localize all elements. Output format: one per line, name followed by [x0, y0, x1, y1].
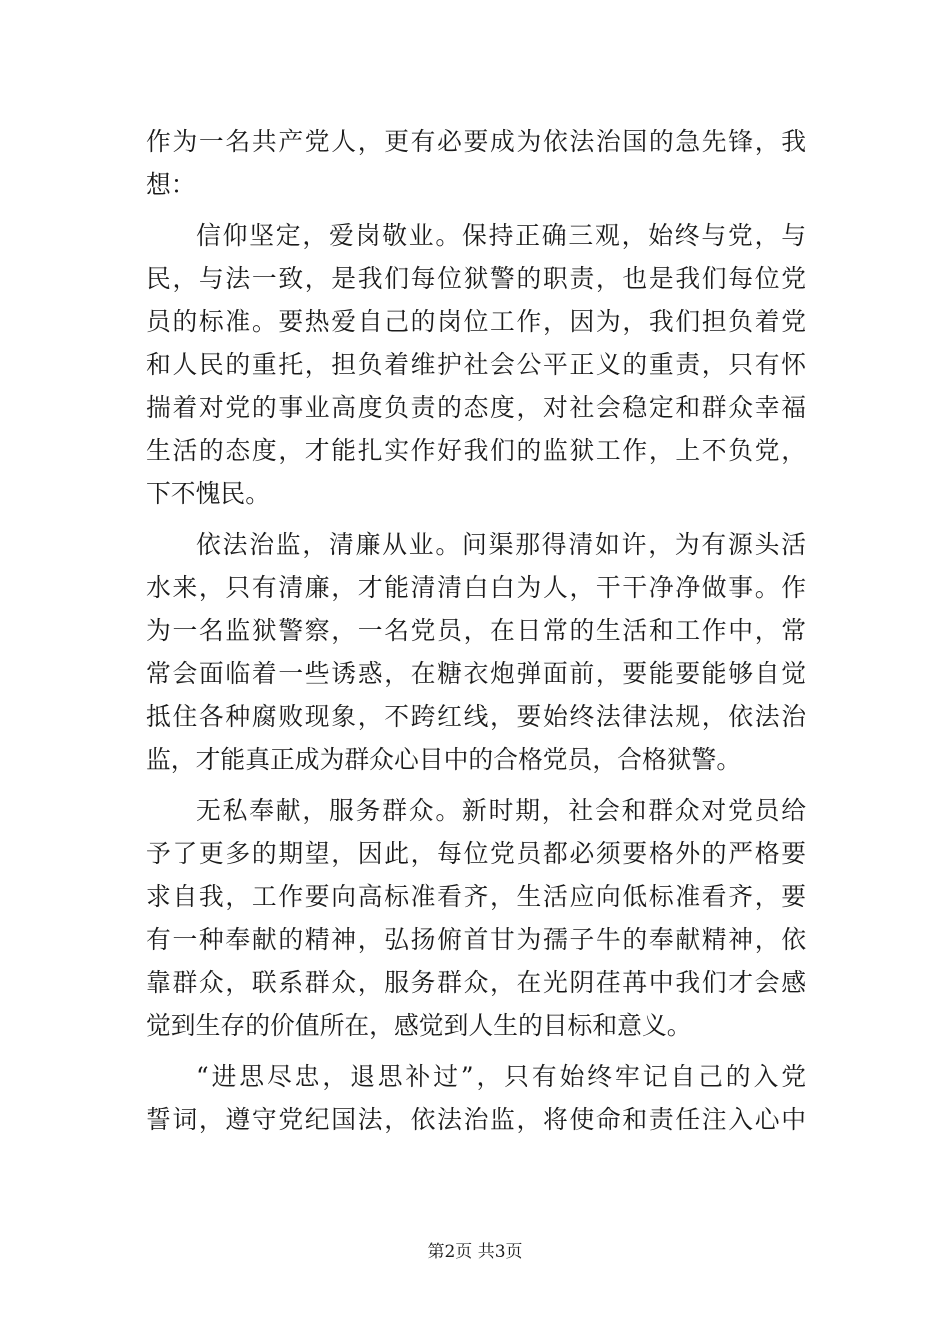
paragraph-start-line: 无私奉献，服务群众。新时期，社会和群众对党员给: [196, 796, 806, 825]
paragraph-start-line: “进思尽忠，退思补过”，只有始终牢记自己的入党: [196, 1062, 806, 1091]
text-line: 下不愧民。: [146, 479, 270, 508]
text-line: 监，才能真正成为群众心目中的合格党员，合格狱警。: [146, 745, 742, 774]
text-line: 揣着对党的事业高度负责的态度，对社会稳定和群众幸福: [146, 393, 806, 422]
paragraph-start-line: 信仰坚定，爱岗敬业。保持正确三观，始终与党，与: [196, 221, 806, 250]
text-line: 员的标准。要热爱自己的岗位工作，因为，我们担负着党: [146, 307, 806, 336]
text-line: 民，与法一致，是我们每位狱警的职责，也是我们每位党: [146, 264, 806, 293]
text-line: 生活的态度，才能扎实作好我们的监狱工作，上不负党，: [146, 436, 806, 465]
text-line: 为一名监狱警察，一名党员，在日常的生活和工作中，常: [146, 616, 806, 645]
text-line: 予了更多的期望，因此，每位党员都必须要格外的严格要: [146, 839, 806, 868]
text-line: 有一种奉献的精神，弘扬俯首甘为孺子牛的奉献精神，依: [146, 925, 806, 954]
text-line: 常会面临着一些诱惑，在糖衣炮弹面前，要能要能够自觉: [146, 659, 806, 688]
text-line: 和人民的重托，担负着维护社会公平正义的重责，只有怀: [146, 350, 806, 379]
text-line: 水来，只有清廉，才能清清白白为人，干干净净做事。作: [146, 573, 806, 602]
text-line: 求自我，工作要向高标准看齐，生活应向低标准看齐，要: [146, 882, 806, 911]
text-line: 作为一名共产党人，更有必要成为依法治国的急先锋，我: [146, 127, 806, 156]
text-line: 想：: [146, 170, 196, 199]
page-number-footer: 第2页 共3页: [427, 1242, 523, 1262]
text-line: 抵住各种腐败现象，不跨红线，要始终法律法规，依法治: [146, 702, 806, 731]
text-line: 誓词，遵守党纪国法，依法治监，将使命和责任注入心中: [146, 1105, 806, 1134]
paragraph-start-line: 依法治监，清廉从业。问渠那得清如许，为有源头活: [196, 530, 806, 559]
text-line: 觉到生存的价值所在，感觉到人生的目标和意义。: [146, 1011, 692, 1040]
text-line: 靠群众，联系群众，服务群众，在光阴荏苒中我们才会感: [146, 968, 806, 997]
